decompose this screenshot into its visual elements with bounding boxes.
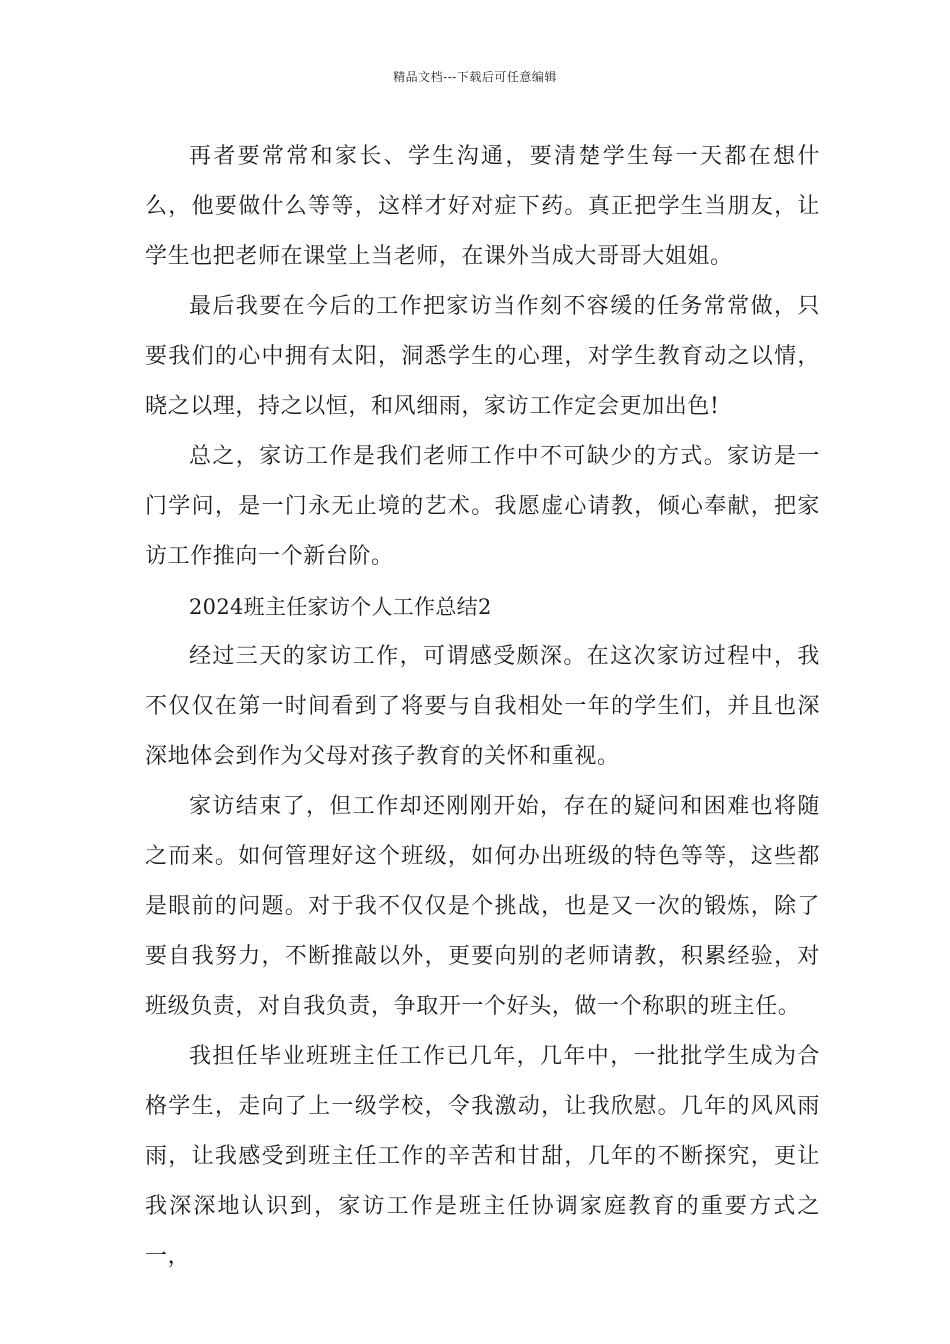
section-title: 2024班主任家访个人工作总结2 [189,595,492,619]
paragraph: 再者要常常和家长、学生沟通，要清楚学生每一天都在想什么，他要做什么等等，这样才好对症下药。真正把学生当朋友，让学生也把老师在课堂上当老师，在课外当成大哥哥大姐姐。 [145,144,820,269]
paragraph: 经过三天的家访工作，可谓感受颇深。在这次家访过程中，我不仅仅在第一时间看到了将要与自我相处一年的学生们，并且也深深地体会到作为父母对孩子教育的关怀和重视。 [145,644,820,769]
document-body [145,132,820,1282]
header-note: 精品文档---下载后可任意编辑 [393,70,557,84]
paragraph: 我担任毕业班班主任工作已几年，几年中，一批批学生成为合格学生，走向了上一级学校，令我激动，让我欣慰。几年的风风雨雨，让我感受到班主任工作的辛苦和甘甜，几年的不断探究，更让我深深地认识到，家访工作是班主任协调家庭教育的重要方式之一， [145,1044,820,1269]
paragraph: 最后我要在今后的工作把家访当作刻不容缓的任务常常做，只要我们的心中拥有太阳，洞悉学生的心理，对学生教育动之以情，晓之以理，持之以恒，和风细雨，家访工作定会更加出色! [145,294,820,419]
paragraph: 家访结束了，但工作却还刚刚开始，存在的疑问和困难也将随之而来。如何管理好这个班级，如何办出班级的特色等等，这些都是眼前的问题。对于我不仅仅是个挑战，也是又一次的锻炼，除了要自我努力，不断推敲以外，更要向别的老师请教，积累经验，对班级负责，对自我负责，争取开一个好头，做一个称职的班主任。 [145,794,820,1019]
paragraph: 总之，家访工作是我们老师工作中不可缺少的方式。家访是一门学问，是一门永无止境的艺术。我愿虚心请教，倾心奉献，把家访工作推向一个新台阶。 [145,444,820,569]
